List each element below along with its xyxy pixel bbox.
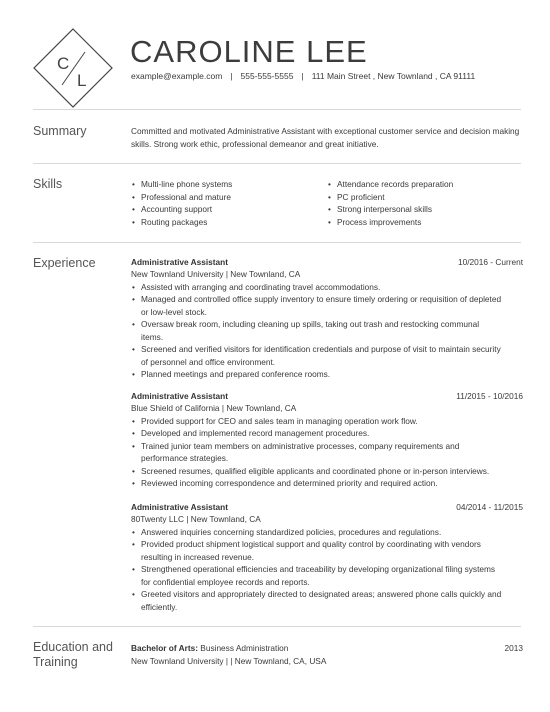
contact-separator: | [230,71,233,81]
skills-column-right [327,178,523,228]
job-title: Administrative Assistant [131,502,228,512]
job-bullet: • Screened resumes, qualified eligible applicants and coordinated phone or in-person interviews. [131,465,503,478]
degree-field: Business Administration [198,643,289,653]
monogram-last-initial: L [77,71,87,90]
skills-column-left [131,178,327,228]
job-bullet: • Answered inquiries concerning standardized policies, procedures and regulations. [131,526,503,539]
education-school: New Townland University | | New Townland, CA, USA [131,655,327,666]
skill-item: • Strong interpersonal skills [327,203,523,216]
skill-item: • Attendance records preparation [327,178,523,191]
job-title: Administrative Assistant [131,257,228,267]
job-entry [131,501,523,613]
skill-item: • Process improvements [327,216,523,229]
monogram-logo [33,28,113,108]
job-bullet: • Assisted with arranging and coordinating travel accommodations. [131,281,503,294]
job-company: 80Twenty LLC | New Townland, CA [131,514,261,524]
skill-item: • PC proficient [327,191,523,204]
job-company: Blue Shield of California | New Townland, CA [131,403,297,413]
education-heading [33,640,113,670]
education-degree [131,642,523,655]
skills-heading: Skills [33,177,63,191]
job-bullets [131,526,523,614]
monogram-first-initial: C [57,54,70,73]
job-bullet: • Provided product shipment logistical support and quality control by coordinating with vendors resulting in increased revenue. [131,538,503,563]
summary-text: Committed and motivated Administrative Assistant with exceptional customer service and decision making skills. Strong work ethic, professional demeanor and great initiative. [131,126,520,149]
skill-item: • Professional and mature [131,191,327,204]
skill-item: • Multi-line phone systems [131,178,327,191]
section-divider [33,626,521,627]
job-date: 11/2015 - 10/2016 [456,391,523,401]
education-heading-line2: Training [33,655,78,669]
contact-phone[interactable]: 555-555-5555 [240,71,294,81]
degree-label: Bachelor of Arts: [131,643,198,653]
job-bullet: • Provided support for CEO and sales team in managing operation work flow. [131,415,503,428]
education-heading-line1: Education and [33,640,113,654]
section-divider [33,109,521,110]
job-bullet: • Developed and implemented record management procedures. [131,427,503,440]
job-bullet: • Screened and verified visitors for identification credentials and purpose of visit to maintain security of personnel and office environment. [131,343,503,368]
job-company: New Townland University | New Townland, CA [131,269,301,279]
job-bullet: • Oversaw break room, including cleaning up spills, taking out trash and restocking communal items. [131,318,503,343]
summary-heading: Summary [33,124,87,138]
job-bullets [131,281,523,381]
job-bullet: • Trained junior team members on administrative processes, company requirements and performance strategies. [131,440,503,465]
contact-email[interactable]: example@example.com [131,71,223,81]
job-entry [131,390,523,490]
education-entry [131,642,523,667]
job-entry [131,256,523,381]
contact-address: 111 Main Street , New Townland , CA 91111 [311,71,476,81]
skill-item: • Accounting support [131,203,327,216]
experience-heading: Experience [33,256,96,270]
education-date: 2013 [504,643,523,653]
resume-header [0,0,550,110]
job-bullet: • Strengthened operational efficiencies and traceability by developing organizational filing systems for confidential employee records and reports. [131,563,503,588]
skill-item: • Routing packages [131,216,327,229]
contact-separator: | [301,71,304,81]
job-bullet: • Reviewed incoming correspondence and determined priority and required action. [131,477,503,490]
job-title: Administrative Assistant [131,391,228,401]
job-bullet: • Planned meetings and prepared conference rooms. [131,368,503,381]
job-bullet: • Managed and controlled office supply inventory to ensure timely ordering or requisition of depleted or low-level stock. [131,293,503,318]
job-bullet: • Greeted visitors and appropriately directed to designated areas; answered phone calls quickly and efficiently. [131,588,503,613]
job-date: 10/2016 - Current [457,257,523,267]
candidate-name: CAROLINE LEE [130,34,368,69]
skills-list [131,178,523,228]
contact-line [131,71,475,81]
section-divider [33,242,521,243]
job-date: 04/2014 - 11/2015 [456,502,523,512]
job-bullets [131,415,523,490]
section-divider [33,163,521,164]
